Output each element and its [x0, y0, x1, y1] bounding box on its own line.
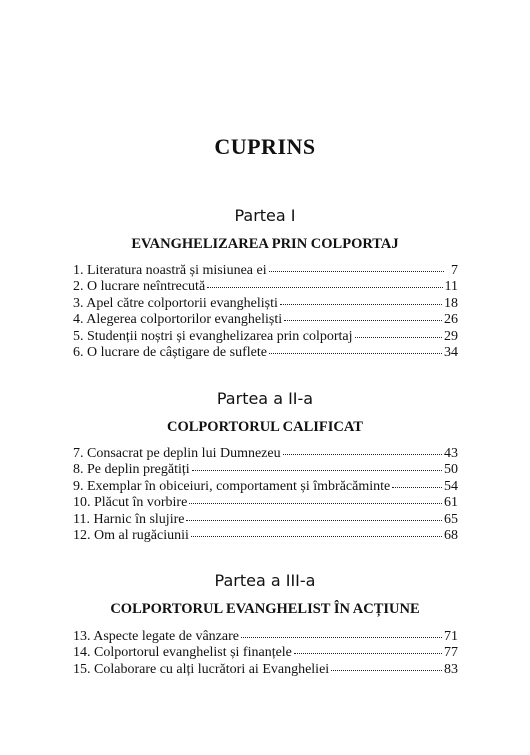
leader-dots	[392, 476, 442, 488]
toc-entry-page: 71	[444, 629, 458, 644]
toc-entry-page: 65	[444, 511, 458, 527]
part-1-heading: EVANGHELIZAREA PRIN COLPORTAJ	[131, 236, 399, 252]
toc-entry-page: 54	[444, 478, 458, 494]
toc-entry-page: 29	[444, 328, 458, 344]
part-3-entries	[73, 628, 458, 677]
leader-dots	[283, 443, 442, 455]
part-3-heading: COLPORTORUL EVANGHELIST ÎN ACȚIUNE	[110, 601, 420, 617]
leader-dots	[284, 309, 442, 321]
toc-entry-label: 2. O lucrare neîntrecută	[73, 279, 206, 295]
part-2-label: Partea a II-a	[216, 389, 314, 408]
toc-entry-label: 11. Harnic în slujire	[73, 511, 185, 527]
toc-entry-label: 4. Alegerea colportorilor evangheliști	[73, 312, 283, 328]
page-title: CUPRINS	[214, 134, 316, 159]
leader-dots	[269, 260, 444, 272]
toc-entry[interactable]	[73, 344, 458, 360]
part-1-entries	[73, 262, 458, 360]
toc-entry-label: 3. Apel către colportorii evangheliști	[73, 295, 278, 311]
leader-dots	[192, 459, 442, 471]
toc-entry-label: 8. Pe deplin pregătiți	[73, 462, 190, 478]
toc-entry-page: 7	[451, 263, 458, 278]
leader-dots	[331, 659, 442, 671]
part-2-entries	[73, 445, 458, 543]
toc-entry-page: 18	[444, 295, 458, 311]
toc-entry-page: 50	[444, 462, 458, 478]
toc-entry-page: 26	[444, 312, 458, 328]
toc-entry-label: 5. Studenții noștri și evanghelizarea prin colportaj	[73, 328, 353, 344]
leader-dots	[294, 642, 442, 654]
leader-dots	[189, 492, 442, 504]
part-2-heading: COLPORTORUL CALIFICAT	[167, 419, 363, 435]
toc-entry-label: 10. Plăcut în vorbire	[73, 495, 188, 511]
toc-entry[interactable]	[73, 527, 458, 543]
leader-dots	[186, 509, 442, 521]
toc-entry-page: 68	[444, 527, 458, 543]
toc-entry-label: 7. Consacrat pe deplin lui Dumnezeu	[73, 446, 281, 461]
toc-entry-label: 9. Exemplar în obiceiuri, comportament și îmbrăcăminte	[73, 478, 391, 494]
leader-dots	[280, 293, 442, 305]
part-3-label: Partea a III-a	[214, 571, 316, 590]
toc-entry-label: 15. Colaborare cu alți lucrători ai Evangheliei	[73, 661, 330, 677]
toc-entry-page: 61	[444, 495, 458, 511]
leader-dots	[191, 525, 442, 537]
toc-entry-page: 77	[444, 645, 458, 661]
toc-entry-label: 1. Literatura noastră și misiunea ei	[73, 263, 267, 278]
leader-dots	[241, 626, 442, 638]
part-1-label: Partea I	[234, 206, 296, 225]
toc-entry-label: 6. O lucrare de câștigare de suflete	[73, 344, 267, 360]
toc-entry-label: 13. Aspecte legate de vânzare	[73, 629, 239, 644]
toc-entry[interactable]	[73, 661, 458, 677]
toc-entry-page: 83	[444, 661, 458, 677]
leader-dots	[269, 342, 442, 354]
toc-entry-label: 14. Colportorul evanghelist și finanțele	[73, 645, 292, 661]
toc-entry-page: 34	[444, 344, 458, 360]
toc-entry-page: 43	[444, 446, 458, 461]
leader-dots	[355, 326, 442, 338]
toc-entry-page: 11	[444, 279, 458, 295]
leader-dots	[207, 276, 442, 288]
toc-entry-label: 12. Om al rugăciunii	[73, 527, 189, 543]
